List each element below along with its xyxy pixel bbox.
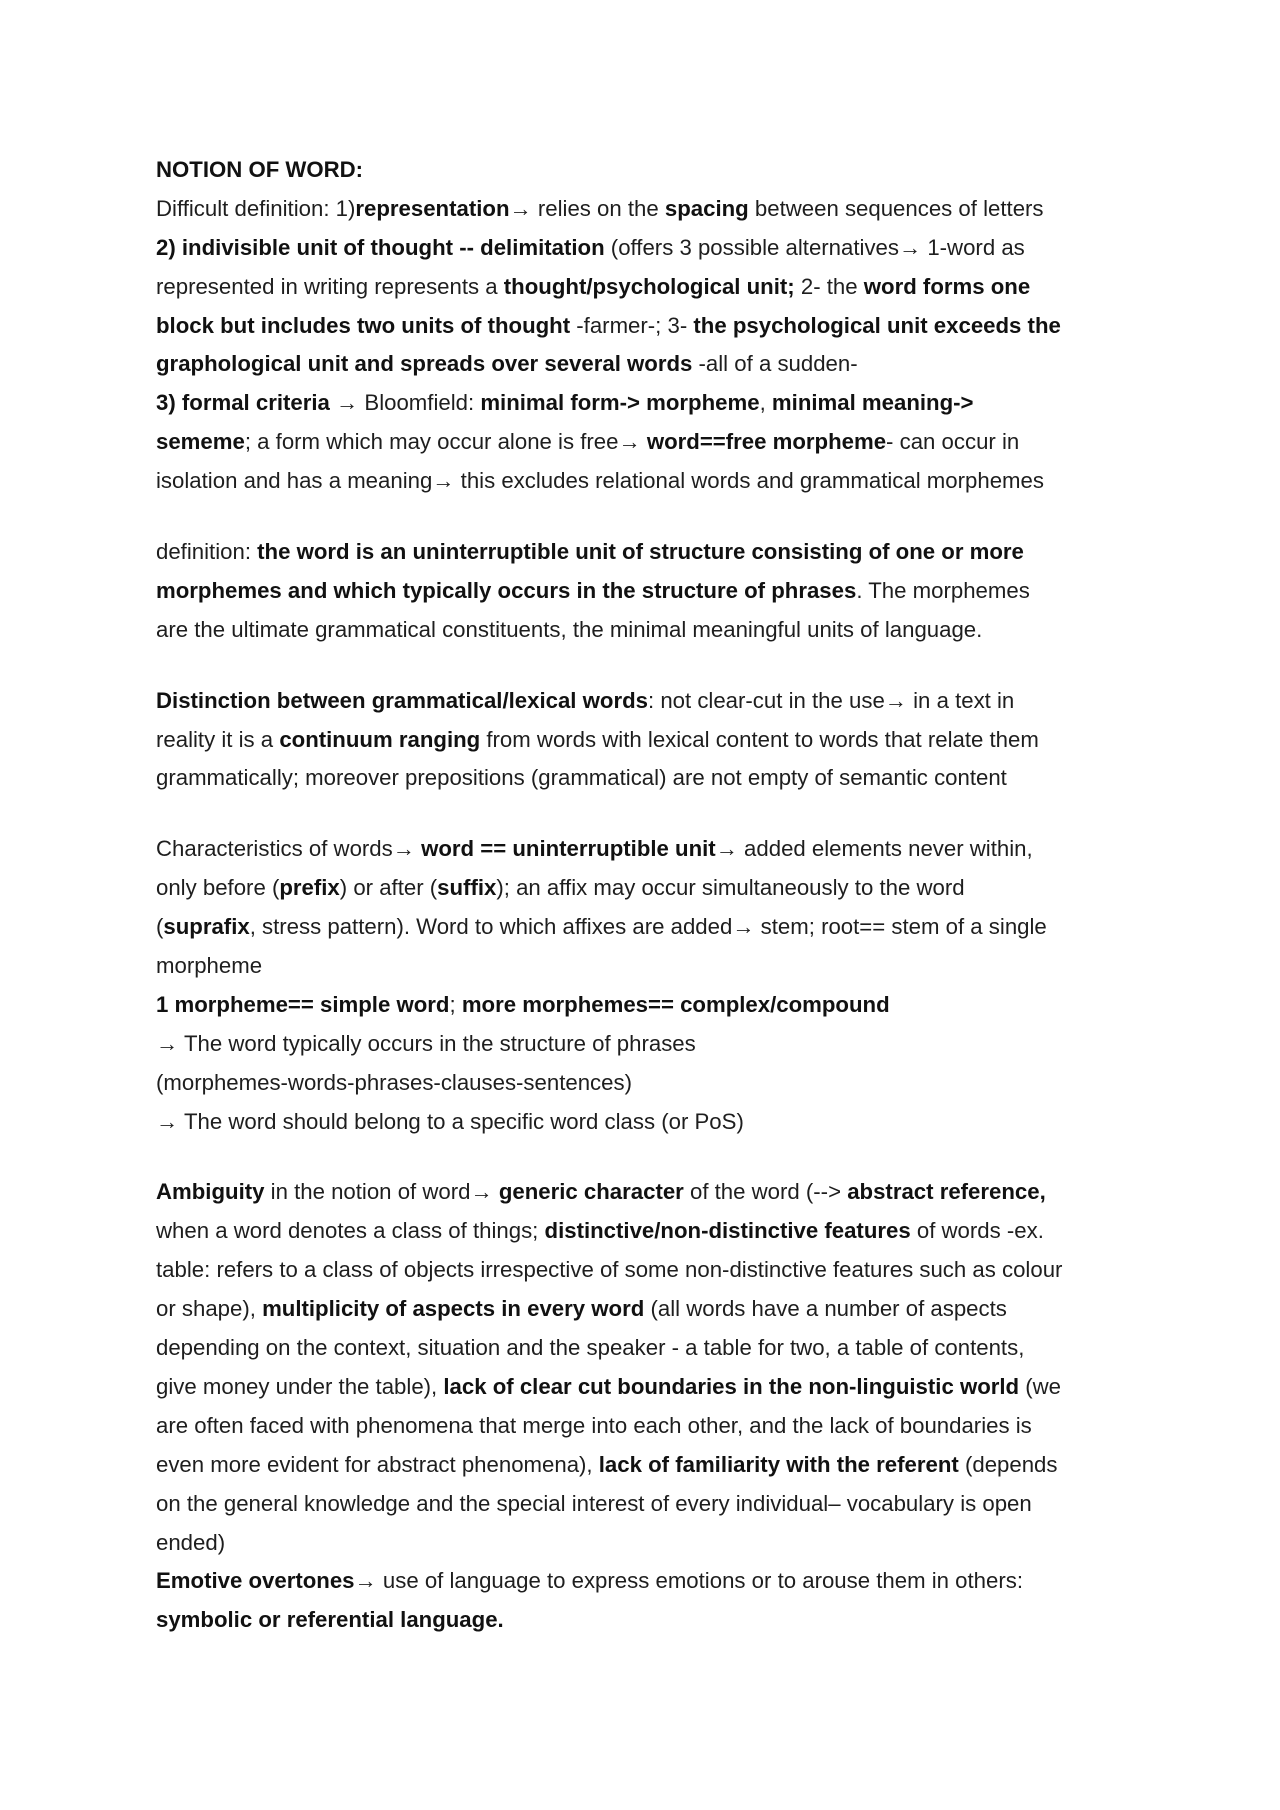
bold-text: spacing <box>664 195 749 221</box>
text-run: ( <box>156 914 164 940</box>
text-run: (all words have a number of aspects <box>644 1296 1007 1322</box>
text-line <box>156 908 1134 947</box>
paragraph-gap <box>156 1141 1134 1173</box>
text-line <box>156 947 1134 986</box>
bold-text: block but includes two units of thought <box>156 312 571 338</box>
text-line <box>156 1524 1134 1563</box>
bold-text: symbolic or referential language. <box>156 1607 504 1633</box>
bold-text: sememe <box>156 429 245 455</box>
text-run: -all of a sudden- <box>692 351 858 377</box>
text-run: give money under the table), <box>156 1373 444 1399</box>
text-run: of words -ex. <box>910 1218 1044 1244</box>
text-line <box>156 759 1134 798</box>
bold-text: suffix <box>437 875 497 901</box>
text-line <box>156 307 1134 346</box>
text-line <box>156 1446 1134 1485</box>
bold-text: abstract reference, <box>847 1179 1046 1205</box>
text-run: → use of language to express emotions or to arouse them in others: <box>354 1568 1023 1594</box>
bold-text: representation <box>355 195 510 221</box>
text-run: definition: <box>156 539 258 565</box>
text-run: ); an affix may occur simultaneously to the word <box>496 875 965 901</box>
text-line <box>156 1212 1134 1251</box>
bold-text: word forms one <box>863 273 1031 299</box>
paragraph <box>156 151 1134 501</box>
text-line <box>156 1407 1134 1446</box>
text-run: even more evident for abstract phenomena), <box>156 1451 599 1477</box>
text-run: (we <box>1019 1373 1062 1399</box>
text-run: → added elements never within, <box>715 836 1033 862</box>
paragraph-gap <box>156 650 1134 682</box>
text-run: . The morphemes <box>856 577 1030 603</box>
paragraph <box>156 533 1134 650</box>
text-run: of the word (--> <box>683 1179 848 1205</box>
text-run: - can occur in <box>886 429 1020 455</box>
text-run: (offers 3 possible alternatives→ 1-word as <box>604 234 1025 260</box>
text-line <box>156 1562 1134 1601</box>
text-line <box>156 721 1134 760</box>
bold-text: 2) indivisible unit of thought -- delimitation <box>156 234 605 260</box>
text-run: Difficult definition: 1) <box>156 195 356 221</box>
bold-text: generic character <box>498 1179 684 1205</box>
bold-text: lack of familiarity with the referent <box>598 1451 959 1477</box>
text-run: → The word typically occurs in the structure of phrases <box>156 1030 696 1056</box>
text-run: morpheme <box>156 953 263 979</box>
bold-text: Emotive overtones <box>156 1568 355 1594</box>
text-run: when a word denotes a class of things; <box>156 1218 545 1244</box>
bold-text: minimal form-> morpheme <box>480 390 760 416</box>
text-line <box>156 1290 1134 1329</box>
bold-text: graphological unit and spreads over several words <box>156 351 693 377</box>
text-run: are often faced with phenomena that merge into each other, and the lack of boundaries is <box>156 1412 1032 1438</box>
text-line <box>156 1368 1134 1407</box>
bold-text: NOTION OF WORD: <box>156 157 364 182</box>
text-run: between sequences of letters <box>748 195 1044 221</box>
paragraph <box>156 682 1134 799</box>
text-run: depending on the context, situation and the speaker - a table for two, a table of contents, <box>156 1335 1025 1361</box>
text-run: table: refers to a class of objects irrespective of some non-distinctive features such as colour <box>156 1257 1063 1283</box>
bold-text: continuum ranging <box>279 726 481 752</box>
paragraph <box>156 1173 1134 1640</box>
text-line <box>156 682 1134 721</box>
text-run: → The word should belong to a specific word class (or PoS) <box>156 1108 744 1134</box>
bold-text: the word is an uninterruptible unit of structure consisting of one or more <box>257 539 1024 565</box>
text-run: are the ultimate grammatical constituents, the minimal meaningful units of language. <box>156 616 983 642</box>
text-line <box>156 151 1134 190</box>
text-line <box>156 462 1134 501</box>
text-line <box>156 345 1134 384</box>
text-line <box>156 533 1134 572</box>
text-run: isolation and has a meaning→ this excludes relational words and grammatical morphemes <box>156 468 1044 494</box>
text-run: → relies on the <box>509 195 665 221</box>
text-run: or shape), <box>156 1296 263 1322</box>
paragraph-gap <box>156 501 1134 533</box>
text-run: reality it is a <box>156 726 280 752</box>
text-run: from words with lexical content to words that relate them <box>480 726 1039 752</box>
bold-text: prefix <box>279 875 340 901</box>
text-line <box>156 1251 1134 1290</box>
paragraph <box>156 830 1134 1141</box>
bold-text: lack of clear cut boundaries in the non-linguistic world <box>443 1373 1020 1399</box>
bold-text: word==free morpheme <box>646 429 887 455</box>
text-run: 2- the <box>794 273 864 299</box>
bold-text: Ambiguity <box>156 1179 265 1205</box>
paragraph-gap <box>156 798 1134 830</box>
text-run: in the notion of word→ <box>264 1179 499 1205</box>
bold-text: distinctive/non-distinctive features <box>544 1218 911 1244</box>
text-run: -farmer-; 3- <box>570 312 694 338</box>
text-run: represented in writing represents a <box>156 273 504 299</box>
text-line <box>156 869 1134 908</box>
bold-text: thought/psychological unit; <box>503 273 795 299</box>
text-run: : not clear-cut in the use→ in a text in <box>647 687 1015 713</box>
text-run: (morphemes-words-phrases-clauses-sentences) <box>156 1069 632 1095</box>
bold-text: minimal meaning-> <box>771 390 974 416</box>
text-line <box>156 1601 1134 1640</box>
bold-text: Distinction between grammatical/lexical words <box>156 687 648 713</box>
text-run: , stress pattern). Word to which affixes are added→ stem; root== stem of a single <box>249 914 1047 940</box>
bold-text: word == uninterruptible unit <box>421 836 716 862</box>
text-line <box>156 1485 1134 1524</box>
text-run: only before ( <box>156 875 280 901</box>
document-page <box>156 151 1134 1640</box>
text-run: ) or after ( <box>339 875 438 901</box>
text-line <box>156 1025 1134 1064</box>
text-line <box>156 572 1134 611</box>
text-run: grammatically; moreover prepositions (grammatical) are not empty of semantic content <box>156 765 1007 791</box>
bold-text: 1 morpheme== simple word <box>156 991 450 1017</box>
text-line <box>156 190 1134 229</box>
text-run: ; a form which may occur alone is free→ <box>244 429 647 455</box>
text-run: ; <box>449 991 462 1017</box>
bold-text: more morphemes== complex/compound <box>461 991 890 1017</box>
text-run: , <box>759 390 772 416</box>
text-line <box>156 1173 1134 1212</box>
text-line <box>156 384 1134 423</box>
text-line <box>156 986 1134 1025</box>
text-line <box>156 1329 1134 1368</box>
text-line <box>156 1064 1134 1103</box>
bold-text: morphemes and which typically occurs in the structure of phrases <box>156 577 857 603</box>
bold-text: 3) formal criteria <box>156 390 330 416</box>
text-line <box>156 423 1134 462</box>
text-run: Characteristics of words→ <box>156 836 422 862</box>
text-run: ended) <box>156 1529 226 1555</box>
text-line <box>156 830 1134 869</box>
bold-text: the psychological unit exceeds the <box>693 312 1061 338</box>
text-run: on the general knowledge and the special interest of every individual– vocabulary is open <box>156 1490 1032 1516</box>
bold-text: suprafix <box>163 914 250 940</box>
text-line <box>156 229 1134 268</box>
text-line <box>156 611 1134 650</box>
text-line <box>156 268 1134 307</box>
text-run: (depends <box>958 1451 1058 1477</box>
text-line <box>156 1103 1134 1142</box>
text-run: → Bloomfield: <box>329 390 481 416</box>
bold-text: multiplicity of aspects in every word <box>262 1296 645 1322</box>
